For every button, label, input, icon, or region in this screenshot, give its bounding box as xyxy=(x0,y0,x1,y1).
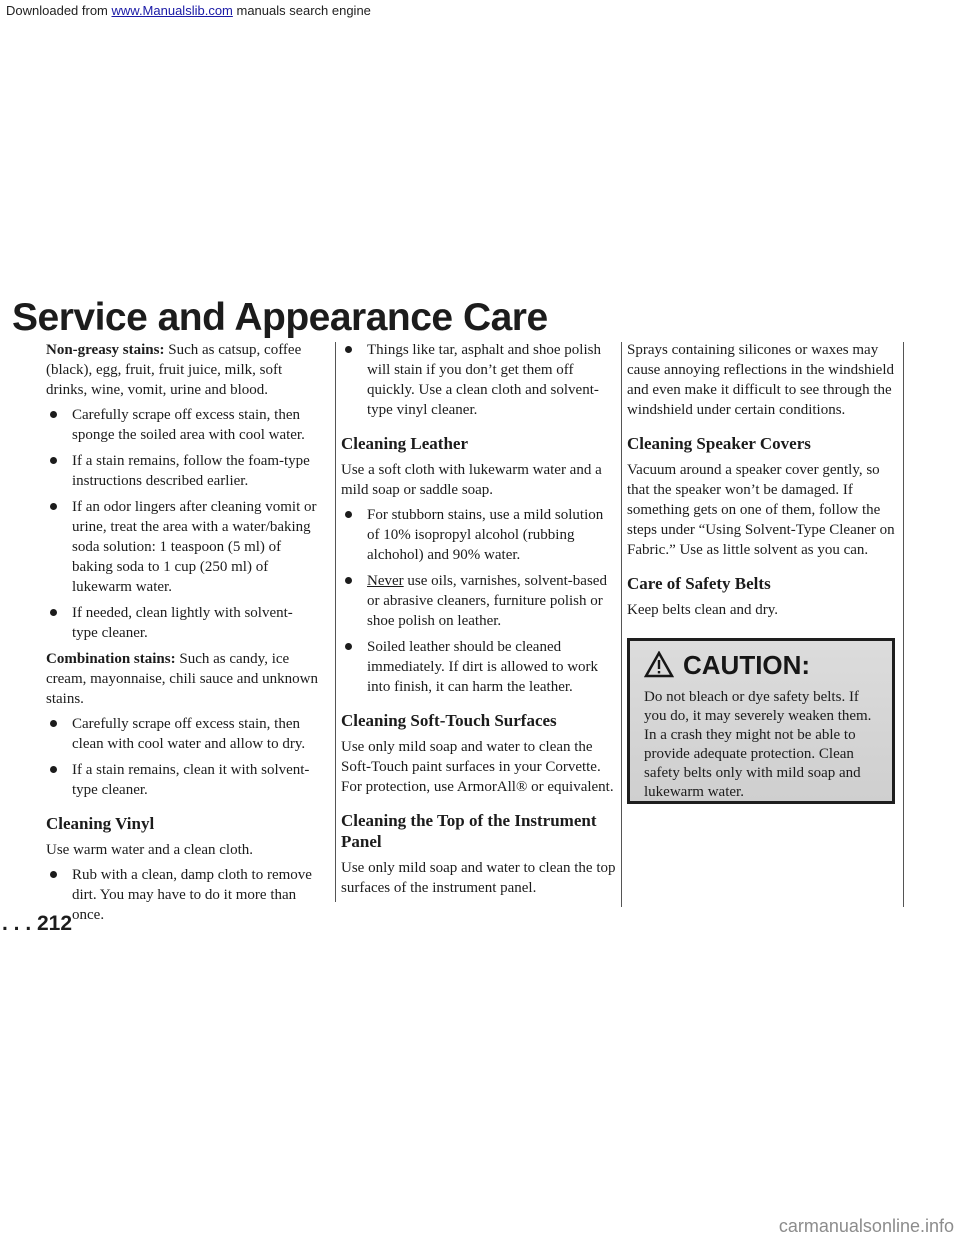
list-item xyxy=(46,865,318,925)
non-greasy-stains-lead: Non-greasy stains: xyxy=(46,342,165,358)
combination-stains-lead: Combination stains: xyxy=(46,651,176,667)
list-item xyxy=(46,405,318,445)
cleaning-soft-touch-text: Use only mild soap and water to clean the Soft-Touch paint surfaces in your Corvette. For protection, use ArmorAll® or equivalent. xyxy=(341,739,614,795)
bullet-icon xyxy=(50,720,57,727)
bullet-icon xyxy=(50,766,57,773)
bullet-icon xyxy=(345,511,352,518)
bullet-icon xyxy=(50,609,57,616)
manualslib-link[interactable]: www.Manualslib.com xyxy=(111,3,233,18)
list-item-text: If an odor lingers after cleaning vomit or urine, treat the area with a water/baking soda solution: 1 teaspoon (5 ml) of baking soda to 1 cup (250 ml) of lukewarm water. xyxy=(72,499,317,595)
cleaning-speaker-covers-text: Vacuum around a speaker cover gently, so that the speaker won’t be damaged. If something gets on one of them, follow the steps under “Using Solvent-Type Cleaner on Fabric.” Use as little solvent as you can. xyxy=(627,462,895,558)
page-title: Service and Appearance Care xyxy=(12,296,548,339)
list-item xyxy=(341,505,616,565)
cleaning-leather-text: Use a soft cloth with lukewarm water and a mild soap or saddle soap. xyxy=(341,462,602,498)
bullet-icon xyxy=(345,577,352,584)
list-item-text: Soiled leather should be cleaned immediately. If dirt is allowed to work into finish, it can harm the leather. xyxy=(367,639,599,695)
list-item-text: Rub with a clean, damp cloth to remove dirt. You may have to do it more than once. xyxy=(72,867,312,923)
banner-suffix: manuals search engine xyxy=(232,3,371,18)
list-item-text: Carefully scrape off excess stain, then clean with cool water and allow to dry. xyxy=(72,716,306,752)
list-item xyxy=(46,497,318,597)
column-2 xyxy=(341,340,616,903)
non-greasy-stains-text: Such as catsup, coffee (black), egg, fruit, fruit juice, milk, soft drinks, wine, vomit, urine and blood. xyxy=(46,342,302,398)
combination-stains-list xyxy=(46,714,318,800)
list-item-text: If needed, clean lightly with solvent-type cleaner. xyxy=(72,605,293,641)
column-divider-outer xyxy=(903,342,904,907)
column-divider-right xyxy=(621,342,622,907)
download-banner xyxy=(0,0,960,22)
caution-header xyxy=(644,651,880,678)
list-item xyxy=(341,340,616,420)
cleaning-vinyl-list xyxy=(46,865,318,925)
cleaning-speaker-covers-heading: Cleaning Speaker Covers xyxy=(627,434,811,453)
list-item xyxy=(341,637,616,697)
caution-text: Do not bleach or dye safety belts. If you do, it may severely weaken them. In a crash they might not be able to provide adequate protection. Clean safety belts only with mild soap and lukewarm water. xyxy=(644,689,872,800)
list-item-text: Carefully scrape off excess stain, then sponge the soiled area with cool water. xyxy=(72,407,305,443)
list-item-text: For stubborn stains, use a mild solution of 10% isopropyl alcohol (rubbing alchohol) and 90% water. xyxy=(367,507,604,563)
list-item-text: use oils, varnishes, solvent-based or abrasive cleaners, furniture polish or shoe polish on leather. xyxy=(367,573,607,629)
cleaning-instrument-panel-text: Use only mild soap and water to clean the top surfaces of the instrument panel. xyxy=(341,860,616,896)
list-item xyxy=(46,714,318,754)
care-of-safety-belts-heading: Care of Safety Belts xyxy=(627,574,771,593)
list-item xyxy=(341,571,616,631)
bullet-icon xyxy=(345,643,352,650)
non-greasy-stains-list xyxy=(46,405,318,643)
cleaning-instrument-panel-heading: Cleaning the Top of the Instrument Panel xyxy=(341,811,597,851)
combination-stains-paragraph xyxy=(46,649,318,709)
list-item xyxy=(46,603,318,643)
bullet-icon xyxy=(50,411,57,418)
care-of-safety-belts-text: Keep belts clean and dry. xyxy=(627,602,779,618)
caution-title: CAUTION: xyxy=(683,649,811,680)
caution-box xyxy=(627,638,895,804)
non-greasy-stains-paragraph xyxy=(46,340,318,400)
cleaning-leather-heading: Cleaning Leather xyxy=(341,434,469,453)
warning-triangle-icon xyxy=(644,651,674,678)
list-item xyxy=(46,760,318,800)
cleaning-leather-list xyxy=(341,505,616,697)
combination-stains-text: Such as candy, ice cream, mayonnaise, chili sauce and unknown stains. xyxy=(46,651,318,707)
cleaning-vinyl-heading: Cleaning Vinyl xyxy=(46,814,155,833)
column-divider-left xyxy=(335,342,336,902)
cleaning-soft-touch-heading: Cleaning Soft-Touch Surfaces xyxy=(341,711,557,730)
cleaning-vinyl-text: Use warm water and a clean cloth. xyxy=(46,842,253,858)
column-1 xyxy=(46,340,318,931)
list-item-text: If a stain remains, follow the foam-type instructions described earlier. xyxy=(72,453,310,489)
bullet-icon xyxy=(345,346,352,353)
bullet-icon xyxy=(50,871,57,878)
footer-watermark: carmanualsonline.info xyxy=(778,1216,954,1236)
list-item-text: Things like tar, asphalt and shoe polish will stain if you don’t get them off quickly. Use a clean cloth and solvent-type vinyl cleaner. xyxy=(367,342,601,418)
vinyl-continued-list xyxy=(341,340,616,420)
banner-prefix: Downloaded from xyxy=(6,3,112,18)
never-emphasis: Never xyxy=(367,573,404,589)
list-item-text: If a stain remains, clean it with solvent-type cleaner. xyxy=(72,762,310,798)
column-3 xyxy=(627,340,897,804)
sprays-paragraph: Sprays containing silicones or waxes may cause annoying reflections in the windshield and even make it difficult to see through the windshield under certain conditions. xyxy=(627,342,895,418)
bullet-icon xyxy=(50,457,57,464)
page-number: . . . 212 xyxy=(2,912,73,935)
bullet-icon xyxy=(50,503,57,510)
list-item xyxy=(46,451,318,491)
